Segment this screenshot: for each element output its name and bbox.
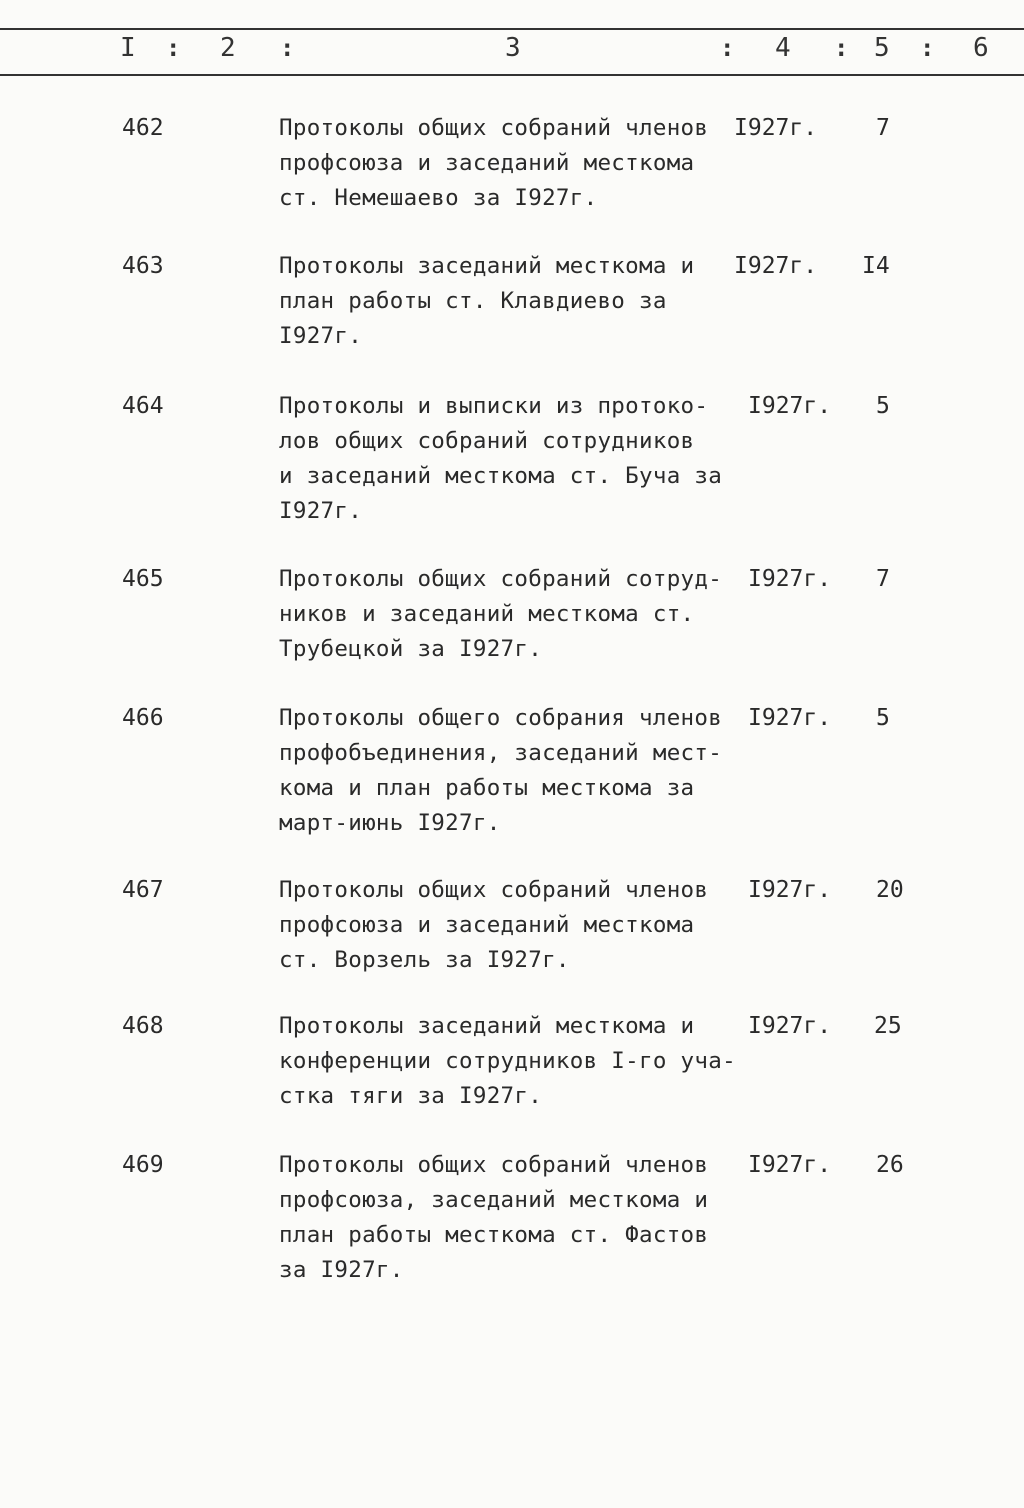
item-sheet-count: 5 xyxy=(876,393,890,419)
item-year: I927г. xyxy=(748,566,832,592)
title-line: Протоколы общего собрания членов xyxy=(279,705,723,731)
item-number: 463 xyxy=(122,253,164,279)
item-sheet-count: 26 xyxy=(876,1152,904,1178)
title-line: ников и заседаний месткома ст. xyxy=(279,601,695,627)
item-title xyxy=(279,701,722,841)
title-line: ст. Ворзель за I927г. xyxy=(279,947,570,973)
title-line: план работы ст. Клавдиево за xyxy=(279,288,667,314)
title-line: Протоколы заседаний месткома и xyxy=(279,1013,695,1039)
column-separator: : xyxy=(720,34,735,62)
item-title xyxy=(279,1009,736,1114)
title-line: профсоюза и заседаний месткома xyxy=(279,150,695,176)
header-bottom-rule xyxy=(0,74,1024,76)
item-title xyxy=(279,111,708,216)
title-line: кома и план работы месткома за xyxy=(279,775,695,801)
item-year: I927г. xyxy=(734,115,818,141)
item-number: 468 xyxy=(122,1013,164,1039)
title-line: профсоюза, заседаний месткома и xyxy=(279,1187,709,1213)
item-title xyxy=(279,389,722,529)
column-separator: : xyxy=(280,34,295,62)
item-year: I927г. xyxy=(734,253,818,279)
column-header-2: 2 xyxy=(220,33,236,63)
title-line: стка тяги за I927г. xyxy=(279,1083,543,1109)
header-top-rule xyxy=(0,28,1024,30)
item-sheet-count: 20 xyxy=(876,877,904,903)
column-header-6: 6 xyxy=(973,33,989,63)
item-sheet-count: 7 xyxy=(876,115,890,141)
title-line: ст. Немешаево за I927г. xyxy=(279,185,598,211)
title-line: профсоюза и заседаний месткома xyxy=(279,912,695,938)
title-line: профобъединения, заседаний мест- xyxy=(279,740,723,766)
title-line: за I927г. xyxy=(279,1257,404,1283)
item-number: 462 xyxy=(122,115,164,141)
item-sheet-count: 5 xyxy=(876,705,890,731)
column-header-5: 5 xyxy=(874,33,890,63)
title-line: Протоколы общих собраний членов xyxy=(279,1152,709,1178)
item-sheet-count: 25 xyxy=(874,1013,902,1039)
title-line: март-июнь I927г. xyxy=(279,810,501,836)
title-line: план работы месткома ст. Фастов xyxy=(279,1222,709,1248)
item-year: I927г. xyxy=(748,1152,832,1178)
column-header-1: I xyxy=(120,33,136,63)
title-line: Протоколы общих собраний сотруд- xyxy=(279,566,723,592)
item-title xyxy=(279,1148,708,1288)
item-year: I927г. xyxy=(748,1013,832,1039)
item-number: 466 xyxy=(122,705,164,731)
column-separator: : xyxy=(834,34,849,62)
title-line: лов общих собраний сотрудников xyxy=(279,428,695,454)
title-line: конференции сотрудников I-го уча- xyxy=(279,1048,736,1074)
column-header-3: 3 xyxy=(505,33,521,63)
item-sheet-count: I4 xyxy=(862,253,890,279)
item-year: I927г. xyxy=(748,877,832,903)
item-year: I927г. xyxy=(748,705,832,731)
column-separator: : xyxy=(920,34,935,62)
title-line: I927г. xyxy=(279,323,363,349)
item-sheet-count: 7 xyxy=(876,566,890,592)
column-header-4: 4 xyxy=(775,33,791,63)
item-number: 465 xyxy=(122,566,164,592)
item-number: 464 xyxy=(122,393,164,419)
item-number: 467 xyxy=(122,877,164,903)
item-title xyxy=(279,249,694,354)
item-year: I927г. xyxy=(748,393,832,419)
title-line: I927г. xyxy=(279,498,363,524)
title-line: Трубецкой за I927г. xyxy=(279,636,543,662)
title-line: Протоколы общих собраний членов xyxy=(279,115,709,141)
column-separator: : xyxy=(166,34,181,62)
title-line: и заседаний месткома ст. Буча за xyxy=(279,463,723,489)
title-line: Протоколы общих собраний членов xyxy=(279,877,709,903)
title-line: Протоколы заседаний месткома и xyxy=(279,253,695,279)
item-title xyxy=(279,873,708,978)
item-number: 469 xyxy=(122,1152,164,1178)
title-line: Протоколы и выписки из протоко- xyxy=(279,393,709,419)
item-title xyxy=(279,562,722,667)
